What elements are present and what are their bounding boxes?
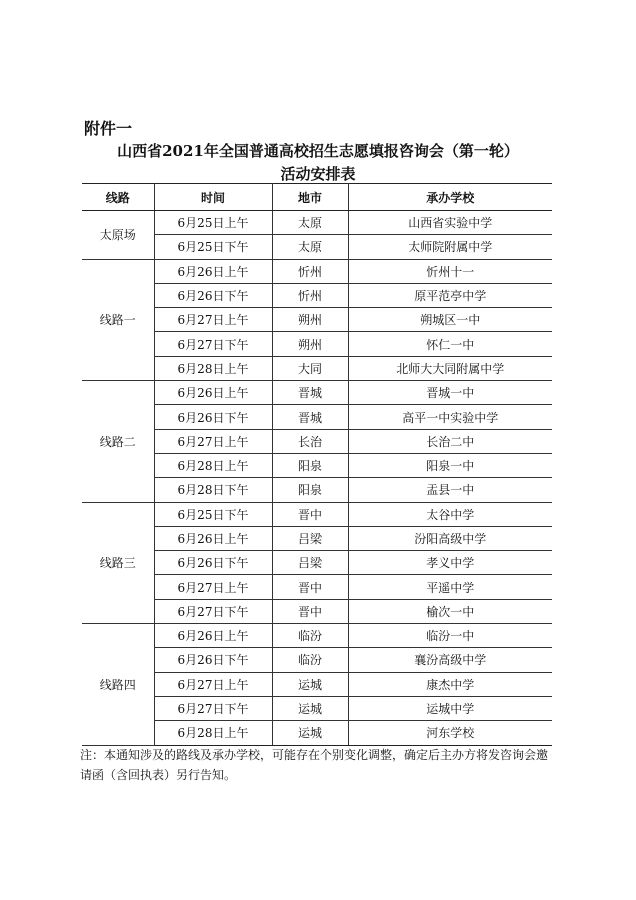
- table-row: [82, 381, 552, 405]
- time-cell: 6月27日上午: [154, 429, 272, 453]
- school-cell: 太师院附属中学: [348, 235, 552, 259]
- time-cell: 6月27日下午: [154, 332, 272, 356]
- school-cell: 河东学校: [348, 721, 552, 745]
- school-cell: 北师大大同附属中学: [348, 356, 552, 380]
- header-time: 时间: [154, 184, 272, 211]
- time-cell: 6月28日上午: [154, 721, 272, 745]
- time-cell: 6月27日上午: [154, 575, 272, 599]
- time-cell: 6月28日上午: [154, 453, 272, 477]
- school-cell: 临汾一中: [348, 624, 552, 648]
- time-cell: 6月25日上午: [154, 211, 272, 235]
- time-cell: 6月26日下午: [154, 648, 272, 672]
- school-cell: 汾阳高级中学: [348, 526, 552, 550]
- city-cell: 运城: [272, 721, 348, 745]
- city-cell: 吕梁: [272, 551, 348, 575]
- header-city: 地市: [272, 184, 348, 211]
- school-cell: 长治二中: [348, 429, 552, 453]
- school-cell: 朔城区一中: [348, 308, 552, 332]
- school-cell: 山西省实验中学: [348, 211, 552, 235]
- city-cell: 太原: [272, 235, 348, 259]
- city-cell: 晋城: [272, 405, 348, 429]
- time-cell: 6月26日下午: [154, 405, 272, 429]
- route-cell: 线路二: [82, 381, 154, 502]
- city-cell: 长治: [272, 429, 348, 453]
- city-cell: 忻州: [272, 283, 348, 307]
- city-cell: 吕梁: [272, 526, 348, 550]
- city-cell: 太原: [272, 211, 348, 235]
- city-cell: 朔州: [272, 308, 348, 332]
- city-cell: 运城: [272, 672, 348, 696]
- route-cell: 线路一: [82, 259, 154, 380]
- time-cell: 6月25日下午: [154, 235, 272, 259]
- time-cell: 6月25日下午: [154, 502, 272, 526]
- school-cell: 榆次一中: [348, 599, 552, 623]
- school-cell: 晋城一中: [348, 381, 552, 405]
- route-cell: 太原场: [82, 211, 154, 260]
- school-cell: 襄汾高级中学: [348, 648, 552, 672]
- document-subtitle: 活动安排表: [280, 165, 356, 183]
- table-row: [82, 624, 552, 648]
- time-cell: 6月26日上午: [154, 624, 272, 648]
- time-cell: 6月27日下午: [154, 696, 272, 720]
- city-cell: 运城: [272, 696, 348, 720]
- city-cell: 临汾: [272, 648, 348, 672]
- time-cell: 6月27日上午: [154, 308, 272, 332]
- city-cell: 晋中: [272, 599, 348, 623]
- time-cell: 6月27日下午: [154, 599, 272, 623]
- city-cell: 阳泉: [272, 453, 348, 477]
- city-cell: 晋中: [272, 502, 348, 526]
- city-cell: 临汾: [272, 624, 348, 648]
- footnote: 注：本通知涉及的路线及承办学校，可能存在个别变化调整，确定后主办方将发咨询会邀请函（含回执表）另行告知。: [80, 748, 549, 782]
- schedule-body: [82, 211, 552, 746]
- table-header-row: [82, 184, 552, 211]
- time-cell: 6月26日下午: [154, 551, 272, 575]
- school-cell: 太谷中学: [348, 502, 552, 526]
- time-cell: 6月26日下午: [154, 283, 272, 307]
- city-cell: 晋城: [272, 381, 348, 405]
- time-cell: 6月28日下午: [154, 478, 272, 502]
- school-cell: 孝义中学: [348, 551, 552, 575]
- attachment-label: 附件一: [84, 119, 133, 138]
- school-cell: 盂县一中: [348, 478, 552, 502]
- time-cell: 6月27日上午: [154, 672, 272, 696]
- school-cell: 平遥中学: [348, 575, 552, 599]
- header-route: 线路: [82, 184, 154, 211]
- time-cell: 6月26日上午: [154, 526, 272, 550]
- city-cell: 大同: [272, 356, 348, 380]
- city-cell: 阳泉: [272, 478, 348, 502]
- school-cell: 原平范亭中学: [348, 283, 552, 307]
- school-cell: 运城中学: [348, 696, 552, 720]
- route-cell: 线路四: [82, 624, 154, 745]
- document-title: 山西省2021年全国普通高校招生志愿填报咨询会（第一轮）: [117, 142, 519, 160]
- route-cell: 线路三: [82, 502, 154, 623]
- school-cell: 怀仁一中: [348, 332, 552, 356]
- table-row: [82, 259, 552, 283]
- city-cell: 忻州: [272, 259, 348, 283]
- school-cell: 阳泉一中: [348, 453, 552, 477]
- school-cell: 高平一中实验中学: [348, 405, 552, 429]
- city-cell: 朔州: [272, 332, 348, 356]
- schedule-table: [82, 183, 552, 746]
- table-row: [82, 211, 552, 235]
- time-cell: 6月26日上午: [154, 259, 272, 283]
- header-school: 承办学校: [348, 184, 552, 211]
- table-row: [82, 502, 552, 526]
- city-cell: 晋中: [272, 575, 348, 599]
- school-cell: 康杰中学: [348, 672, 552, 696]
- school-cell: 忻州十一: [348, 259, 552, 283]
- time-cell: 6月28日上午: [154, 356, 272, 380]
- time-cell: 6月26日上午: [154, 381, 272, 405]
